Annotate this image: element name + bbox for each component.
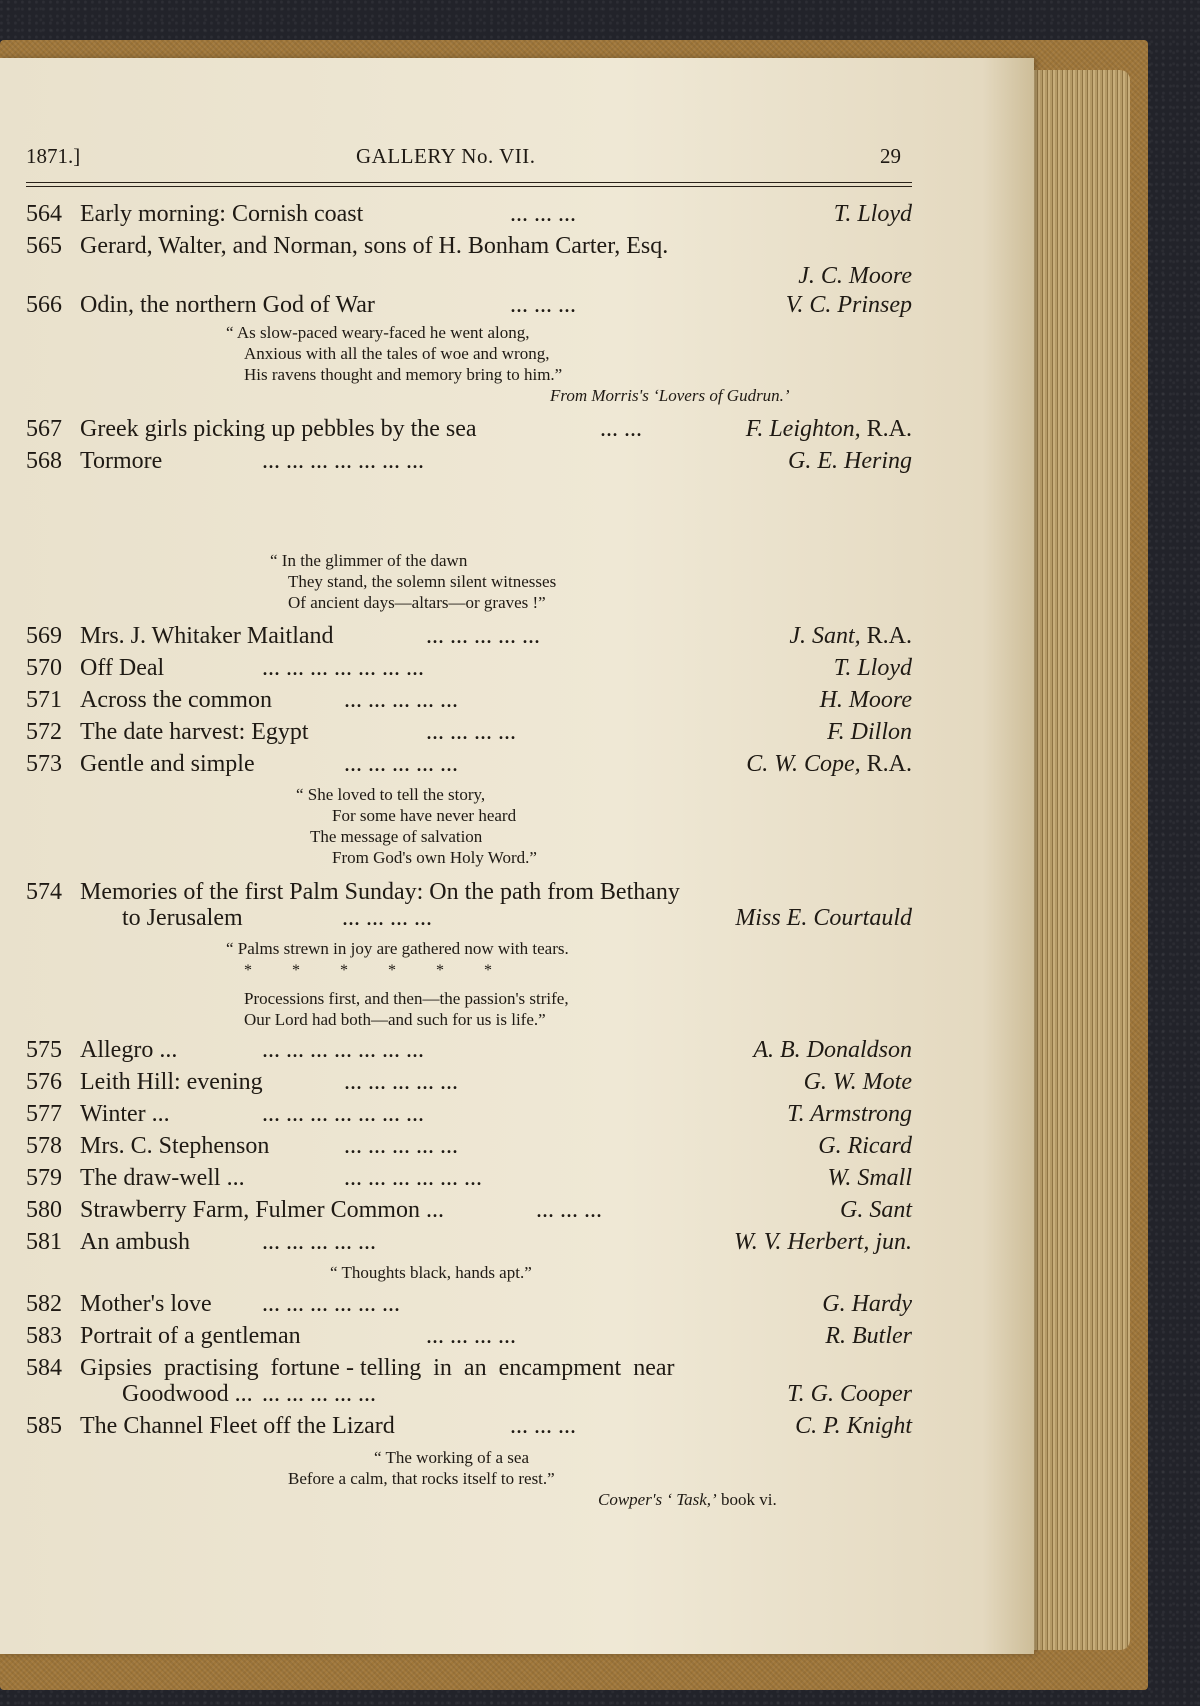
quote-line: “ In the glimmer of the dawn [270,551,468,570]
header-rule [26,186,912,187]
entry-title: The Channel Fleet off the Lizard [80,1413,395,1439]
entry-artist: T. Armstrong [787,1101,912,1127]
entry-artist: T. Lloyd [833,201,912,227]
page-fore-edge [1030,70,1130,1650]
leader-dots: ... ... ... [510,292,576,318]
leader-dots: ... ... ... ... ... [426,623,540,649]
entry-title: Odin, the northern God of War [80,292,375,318]
leader-dots: ... ... ... ... ... ... ... [262,1037,424,1063]
quote-line: “ As slow-paced weary-faced he went along, [226,323,530,342]
leader-dots: ... ... ... ... [342,905,432,931]
entry-number: 580 [26,1197,62,1223]
entry-artist: G. Hardy [822,1291,912,1317]
header-gallery-title: GALLERY No. VII. [356,144,536,168]
entry-artist: T. Lloyd [833,655,912,681]
leader-dots: ... ... ... ... [426,1323,516,1349]
entry-number: 584 [26,1355,62,1381]
leader-dots: ... ... ... ... [426,719,516,745]
quote-line: The message of salvation [310,827,483,846]
catalogue-entry [26,199,912,229]
entry-artist: A. B. Donaldson [753,1037,912,1063]
catalogue-entry [26,1035,912,1065]
entry-title: Mother's love [80,1291,212,1317]
entry-title: Winter ... [80,1101,170,1127]
entry-number: 571 [26,687,62,713]
entry-artist: G. Sant [840,1197,912,1223]
catalogue-entry [26,685,912,715]
quote-line: For some have never heard [332,806,517,825]
catalogue-entry [26,231,912,261]
entry-title: Gentle and simple [80,751,255,777]
leader-dots: ... ... ... ... ... ... ... [262,448,424,474]
catalogue-entry [26,446,912,476]
quote-line: “ The working of a sea [374,1448,529,1467]
quote-line: Anxious with all the tales of woe and wrong, [244,344,550,363]
leader-dots: ... ... ... ... ... ... ... [262,655,424,681]
entry-number: 579 [26,1165,62,1191]
entry-artist: J. C. Moore [798,263,912,289]
entry-artist: T. G. Cooper [787,1381,912,1407]
entry-title: Allegro ... [80,1037,178,1063]
leader-dots: ... ... ... ... ... [344,1069,458,1095]
entry-title-continuation: to Jerusalem [122,905,243,931]
entry-title: Portrait of a gentleman [80,1323,301,1349]
entry-title-continuation: Goodwood ... [122,1381,253,1407]
entry-number: 565 [26,233,62,259]
entry-title: Memories of the first Palm Sunday: On the path from Bethany [80,879,680,905]
leader-dots: ... ... [600,416,642,442]
entry-title: Leith Hill: evening [80,1069,263,1095]
entry-artist: G. E. Hering [788,448,912,474]
entry-artist: R. Butler [825,1323,912,1349]
entry-number: 572 [26,719,62,745]
entry-artist: H. Moore [819,687,912,713]
catalogue-entry [26,1411,912,1441]
entry-number: 576 [26,1069,62,1095]
quote-line: His ravens thought and memory bring to him.” [244,365,563,384]
catalogue-entry [26,717,912,747]
entry-artist: G. W. Mote [803,1069,912,1095]
catalogue-entry [26,1163,912,1193]
leader-dots: ... ... ... [536,1197,602,1223]
entry-title: Off Deal [80,655,165,681]
entry-title: Strawberry Farm, Fulmer Common ... [80,1197,444,1223]
leader-dots: ... ... ... ... ... [344,1133,458,1159]
header-year: 1871.] [26,144,81,168]
entry-artist: G. Ricard [818,1133,912,1159]
leader-dots: ... ... ... ... ... [262,1229,376,1255]
entry-title: Greek girls picking up pebbles by the sea [80,416,477,442]
entry-artist: W. V. Herbert, jun. [733,1229,912,1255]
catalogue-entry [26,414,912,444]
entry-title: The draw-well ... [80,1165,245,1191]
quote-line: Of ancient days—altars—or graves !” [288,593,546,612]
header-rule [26,182,912,183]
leader-dots: ... ... ... [510,1413,576,1439]
entry-title: Mrs. J. Whitaker Maitland [80,623,334,649]
quote-stars: * * * * * * [244,962,492,979]
entry-title: An ambush [80,1229,190,1255]
entry-number: 583 [26,1323,62,1349]
entry-number: 569 [26,623,62,649]
entry-number: 581 [26,1229,62,1255]
quote-line: “ She loved to tell the story, [296,785,486,804]
quote-line: “ Thoughts black, hands apt.” [330,1263,532,1282]
entry-title: The date harvest: Egypt [80,719,309,745]
entry-number: 566 [26,292,62,318]
entry-artist: C. P. Knight [795,1413,912,1439]
entry-artist: F. Dillon [827,719,912,745]
entry-artist: V. C. Prinsep [785,292,912,318]
entry-number: 582 [26,1291,62,1317]
quote-line: “ Palms strewn in joy are gathered now with tears. [226,939,569,958]
entry-title: Mrs. C. Stephenson [80,1133,270,1159]
entry-number: 574 [26,879,62,905]
entry-number: 578 [26,1133,62,1159]
leader-dots: ... ... ... ... ... ... [344,1165,482,1191]
entry-title: Across the common [80,687,272,713]
entry-title: Early morning: Cornish coast [80,201,364,227]
book-page [0,58,1034,1654]
quote-line: Our Lord had both—and such for us is life.” [244,1010,546,1029]
catalogue-entry [26,1131,912,1161]
entry-number: 577 [26,1101,62,1127]
quote-line: From God's own Holy Word.” [332,848,537,867]
quote-line: Before a calm, that rocks itself to rest.” [288,1469,555,1488]
catalogue-entry [26,1321,912,1351]
catalogue-entry [26,1099,912,1129]
catalogue-entry [26,621,912,651]
catalogue-entry [26,1195,912,1225]
entry-artist: W. Small [827,1165,912,1191]
quote-source: From Morris's ‘Lovers of Gudrun.’ [550,386,790,405]
entry-title: Gerard, Walter, and Norman, sons of H. Bonham Carter, Esq. [80,233,669,259]
quote-source: Cowper's ‘ Task,’ book vi. [598,1490,777,1509]
quote-line: They stand, the solemn silent witnesses [288,572,557,591]
entry-artist: J. Sant, R.A. [789,623,912,649]
catalogue-entry [26,653,912,683]
entry-number: 567 [26,416,62,442]
catalogue-entry [26,1067,912,1097]
entry-number: 573 [26,751,62,777]
entry-artist: F. Leighton, R.A. [745,416,912,442]
catalogue-entry [26,749,912,779]
leader-dots: ... ... ... ... ... ... ... [262,1101,424,1127]
catalogue-entry [26,1289,912,1319]
leader-dots: ... ... ... ... ... [262,1381,376,1407]
leader-dots: ... ... ... ... ... [344,751,458,777]
entry-number: 575 [26,1037,62,1063]
entry-title: Gipsies practising fortune - telling in an encampment near [80,1355,675,1381]
catalogue-entry [26,290,912,320]
quote-line: Processions first, and then—the passion's strife, [244,989,569,1008]
leader-dots: ... ... ... [510,201,576,227]
page-number: 29 [880,144,901,168]
entry-number: 585 [26,1413,62,1439]
entry-number: 570 [26,655,62,681]
entry-number: 564 [26,201,62,227]
leader-dots: ... ... ... ... ... ... [262,1291,400,1317]
entry-title: Tormore [80,448,163,474]
entry-artist: Miss E. Courtauld [735,905,912,931]
entry-artist: C. W. Cope, R.A. [746,751,912,777]
catalogue-entry [26,1227,912,1257]
entry-number: 568 [26,448,62,474]
leader-dots: ... ... ... ... ... [344,687,458,713]
